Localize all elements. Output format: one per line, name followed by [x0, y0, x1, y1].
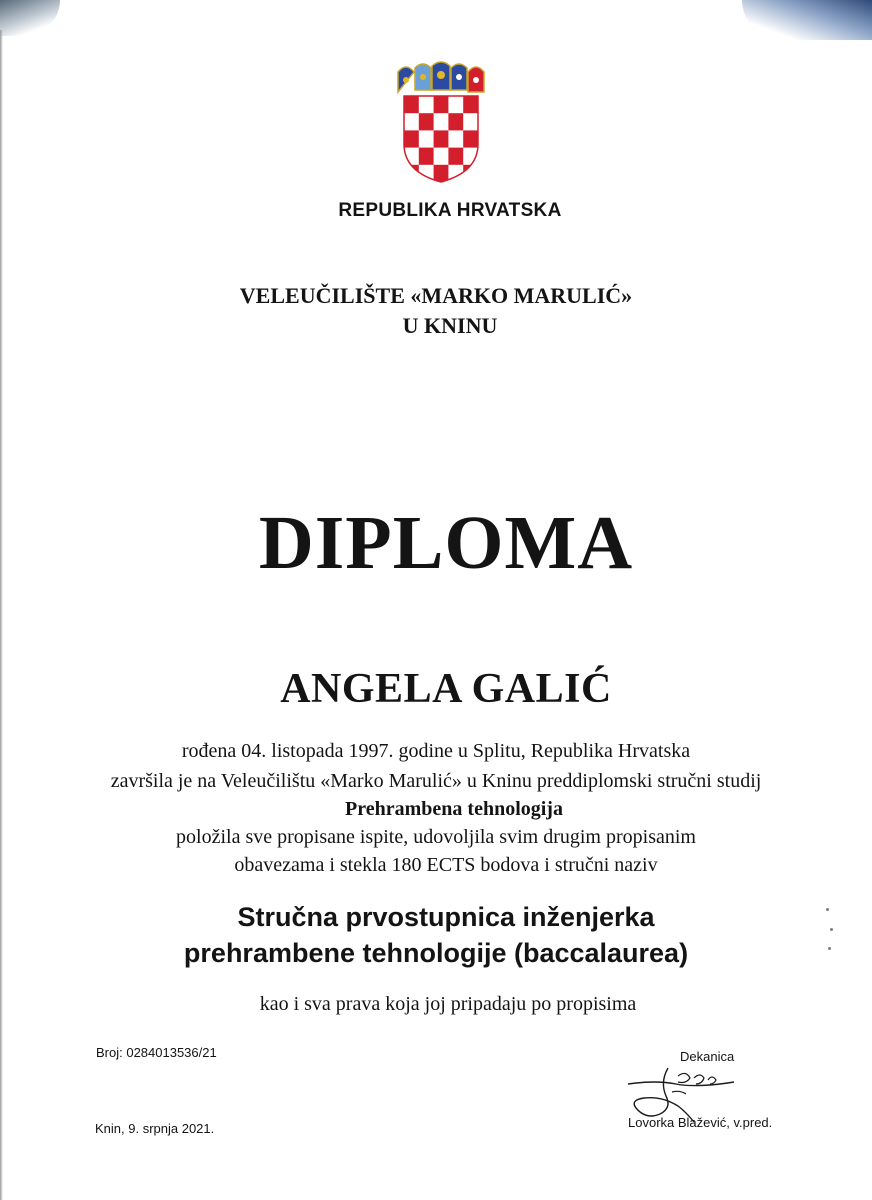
degree-title-line1: Stručna prvostupnica inženjerka: [237, 902, 655, 932]
body-line-exams: položila sve propisane ispite, udovoljila svim drugim propisanim: [176, 826, 696, 848]
signatory-name: Lovorka Blažević, v.pred.: [628, 1115, 773, 1130]
institution-name: VELEUČILIŠTE «MARKO MARULIĆ»: [239, 283, 633, 308]
document-number: Broj: 0284013536/21: [96, 1045, 217, 1060]
place-and-date: Knin, 9. srpnja 2021.: [95, 1121, 215, 1136]
signatory-role: Dekanica: [680, 1049, 735, 1064]
country-name: REPUBLIKA HRVATSKA: [338, 200, 562, 221]
croatian-coat-of-arms-icon: [396, 60, 486, 184]
scan-speck: [828, 947, 831, 950]
study-program: Prehrambena tehnologija: [345, 798, 563, 820]
scan-speck: [830, 928, 833, 931]
document-title: DIPLOMA: [258, 501, 634, 585]
degree-title-line2: prehrambene tehnologije (baccalaurea): [183, 938, 689, 968]
scan-speck: [826, 908, 829, 911]
scan-corner-shadow-left: [0, 0, 60, 36]
body-line-study: završila je na Veleučilištu «Marko Marulić» u Kninu preddiplomski stručni studij: [110, 770, 762, 792]
scan-corner-shadow-right: [742, 0, 872, 40]
institution-location: U KNINU: [402, 313, 498, 338]
body-line-ects: obavezama i stekla 180 ECTS bodova i stručni naziv: [234, 854, 658, 876]
closing-line: kao i sva prava koja joj pripadaju po propisima: [259, 993, 637, 1015]
recipient-name: ANGELA GALIĆ: [280, 666, 612, 712]
body-line-birth: rođena 04. listopada 1997. godine u Splitu, Republika Hrvatska: [181, 740, 691, 762]
